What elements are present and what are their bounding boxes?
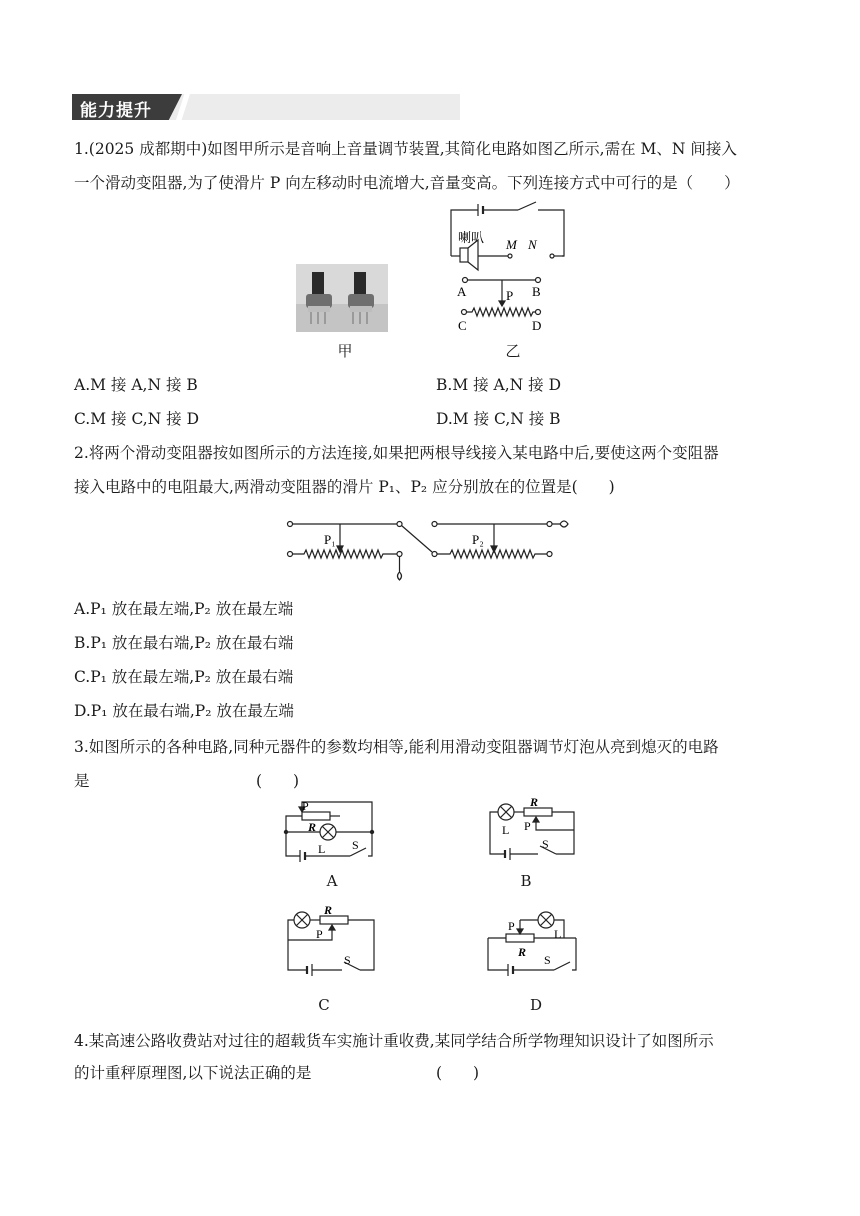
p1-label: P₁ — [324, 532, 336, 547]
q2-option-c[interactable]: C.P₁ 放在最左端,P₂ 放在最右端 — [74, 668, 294, 686]
svg-text:B: B — [532, 284, 541, 299]
q2-rheostat-diagram — [282, 510, 582, 586]
q1-circuit-diagram — [448, 196, 568, 336]
q1-option-d[interactable]: D.M 接 C,N 接 B — [436, 410, 561, 428]
svg-text:P: P — [316, 927, 323, 941]
q3-caption-c: C — [318, 996, 330, 1014]
svg-text:L: L — [318, 842, 326, 856]
q2-option-d[interactable]: D.P₁ 放在最右端,P₂ 放在最左端 — [74, 702, 294, 720]
q3-text-line2-start: 是 — [74, 772, 90, 790]
svg-text:S: S — [544, 953, 551, 967]
svg-text:C: C — [458, 318, 467, 333]
svg-text:P: P — [506, 288, 514, 303]
q1-option-c[interactable]: C.M 接 C,N 接 D — [74, 410, 200, 428]
svg-text:R: R — [518, 945, 527, 959]
q4-text-line1: 4.某高速公路收费站对过往的超载货车实施计重收费,某同学结合所学物理知识设计了如图所示 — [74, 1032, 714, 1050]
p2-label: P₂ — [472, 532, 484, 547]
q3-caption-a: A — [326, 872, 338, 890]
q2-text-line1: 2.将两个滑动变阻器按如图所示的方法连接,如果把两根导线接入某电路中后,要使这两个变阻器 — [74, 444, 719, 462]
svg-text:S: S — [352, 838, 359, 852]
svg-text:R: R — [530, 796, 539, 809]
svg-text:P: P — [524, 819, 531, 833]
q1-text-line1: 1.(2025 成都期中)如图甲所示是音响上音量调节装置,其简化电路如图乙所示,需在 M、N 间接入 — [74, 140, 737, 158]
q3-circuit-b — [484, 796, 580, 862]
q2-text-line2: 接入电路中的电阻最大,两滑动变阻器的滑片 P₁、P₂ 应分别放在的位置是( ) — [74, 478, 615, 496]
svg-text:A: A — [457, 284, 467, 299]
q3-text-line1: 3.如图所示的各种电路,同种元器件的参数均相等,能利用滑动变阻器调节灯泡从亮到熄灭的电路 — [74, 738, 719, 756]
svg-text:P: P — [302, 799, 309, 813]
svg-text:S: S — [344, 953, 351, 967]
svg-text:R: R — [324, 904, 333, 917]
svg-text:L: L — [502, 823, 510, 837]
q2-option-b[interactable]: B.P₁ 放在最右端,P₂ 放在最右端 — [74, 634, 294, 652]
svg-text:D: D — [532, 318, 542, 333]
svg-text:S: S — [542, 837, 549, 851]
potentiometer-photo — [296, 264, 388, 332]
q1-option-b[interactable]: B.M 接 A,N 接 D — [436, 376, 562, 394]
q4-text-line2-start: 的计重秤原理图,以下说法正确的是 — [74, 1064, 312, 1082]
section-banner — [72, 94, 460, 120]
q3-circuit-c — [284, 904, 380, 976]
q3-caption-b: B — [520, 872, 532, 890]
svg-text:P: P — [508, 919, 515, 933]
q1-option-a[interactable]: A.M 接 A,N 接 B — [74, 376, 198, 394]
q4-answer-blank: ( ) — [436, 1064, 480, 1082]
q2-option-a[interactable]: A.P₁ 放在最左端,P₂ 放在最左端 — [74, 600, 294, 618]
q3-caption-d: D — [529, 996, 543, 1014]
q1-figure-jia-caption: 甲 — [337, 342, 353, 360]
svg-text:R: R — [308, 820, 317, 834]
svg-text:M: M — [506, 237, 517, 252]
svg-text:N: N — [528, 237, 537, 252]
section-title: 能力提升 — [80, 101, 152, 121]
q3-circuit-a — [282, 798, 378, 862]
speaker-label: 喇叭 — [458, 230, 485, 245]
svg-text:L: L — [554, 927, 562, 941]
q3-circuit-d — [484, 908, 580, 976]
q1-text-line2: 一个滑动变阻器,为了使滑片 P 向左移动时电流增大,音量变高。下列连接方式中可行的是（ ） — [74, 174, 740, 192]
q3-answer-blank: ( ) — [256, 772, 300, 790]
q1-figure-yi-caption: 乙 — [505, 342, 521, 360]
